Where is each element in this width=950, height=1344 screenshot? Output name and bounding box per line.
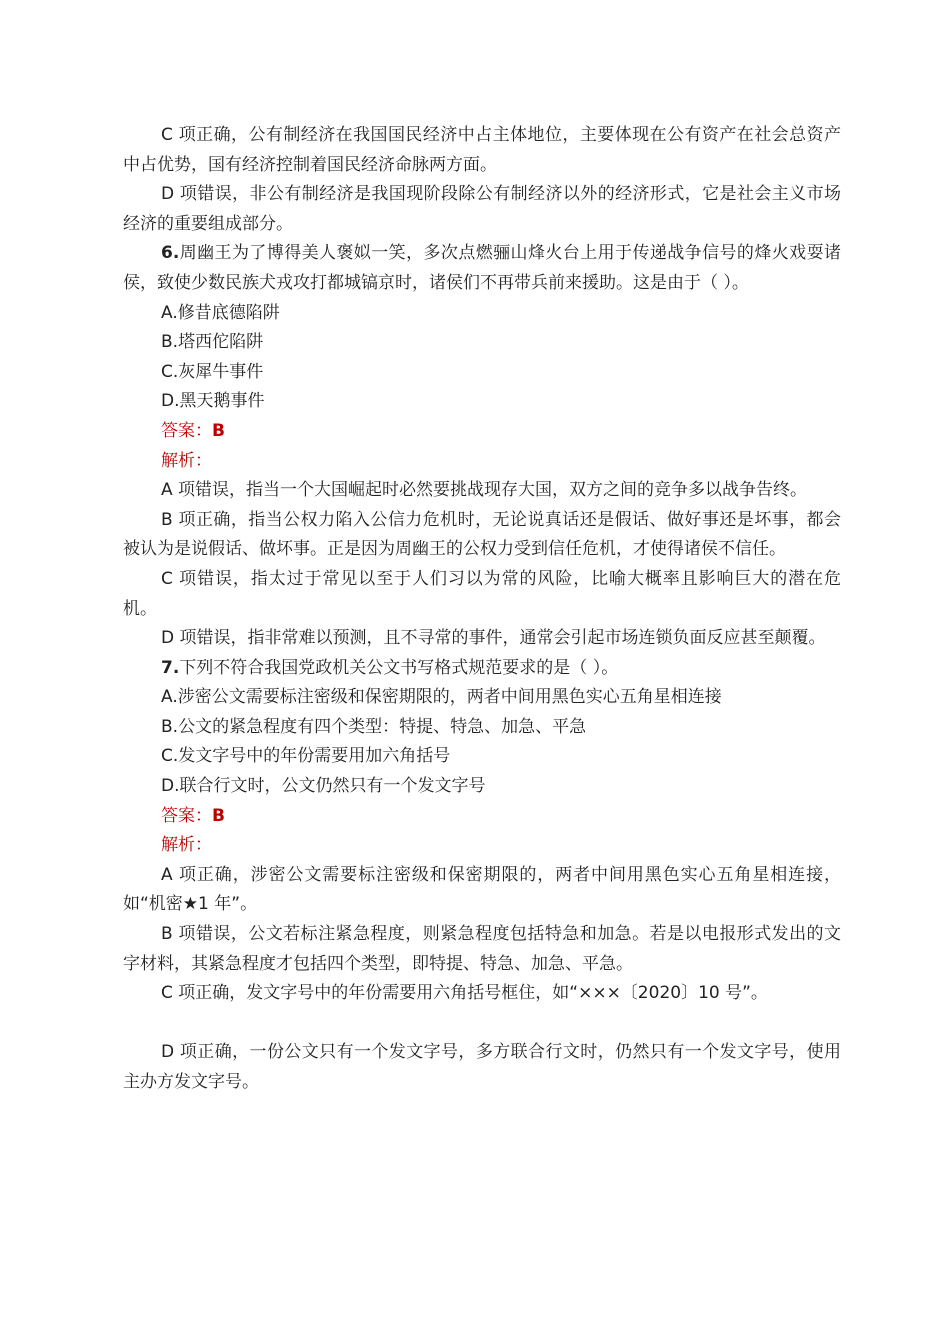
question-7-analysis-a: A 项正确，涉密公文需要标注密级和保密期限的，两者中间用黑色实心五角星相连接，如“机密★1 年”。 — [123, 864, 841, 915]
answer-value: B — [212, 805, 225, 826]
question-6-stem — [123, 239, 841, 298]
question-7-analysis-b: B 项错误，公文若标注紧急程度，则紧急程度包括特急和加急。若是以电报形式发出的文字材料，其紧急程度才包括四个类型，即特提、特急、加急、平急。 — [123, 924, 841, 974]
question-6-analysis-d: D 项错误，指非常难以预测，且不寻常的事件，通常会引起市场连锁负面反应甚至颠覆。 — [161, 628, 826, 649]
question-7-analysis-c: C 项正确，发文字号中的年份需要用六角括号框住，如“×××〔2020〕10 号”。 — [161, 983, 768, 1004]
question-6-option-c: C.灰犀牛事件 — [161, 361, 264, 382]
question-7-option-c: C.发文字号中的年份需要用加六角括号 — [161, 746, 451, 767]
question-6-option-b: B.塔西佗陷阱 — [161, 332, 264, 353]
question-7-option-d: D.联合行文时，公文仍然只有一个发文字号 — [161, 776, 486, 797]
prev-analysis-c: C 项正确，公有制经济在我国国民经济中占主体地位，主要体现在公有资产在社会总资产中占优势，国有经济控制着国民经济命脉两方面。 — [123, 125, 841, 175]
question-7-analysis-label: 解析： — [161, 835, 212, 856]
answer-label: 答案： — [161, 805, 212, 826]
question-6-option-d: D.黑天鹅事件 — [161, 391, 265, 412]
question-7-answer — [123, 802, 841, 832]
question-6-analysis-a: A 项错误，指当一个大国崛起时必然要挑战现存大国，双方之间的竞争多以战争告终。 — [161, 480, 808, 501]
question-6-analysis-b: B 项正确，指当公权力陷入公信力危机时，无论说真话还是假话、做好事还是坏事，都会被认为是说假话、做坏事。正是因为周幽王的公权力受到信任危机，才使得诸侯不信任。 — [123, 509, 841, 560]
question-7-text: 下列不符合我国党政机关公文书写格式规范要求的是（ ）。 — [179, 657, 619, 678]
answer-value: B — [212, 420, 225, 441]
question-7-analysis-d: D 项正确，一份公文只有一个发文字号，多方联合行文时，仍然只有一个发文字号，使用主办方发文字号。 — [123, 1042, 841, 1092]
question-6-analysis-label: 解析： — [161, 450, 212, 471]
question-6-answer — [123, 417, 841, 447]
question-7-option-a: A.涉密公文需要标注密级和保密期限的，两者中间用黑色实心五角星相连接 — [161, 687, 722, 708]
question-6-number: 6. — [161, 243, 180, 264]
blank-line — [123, 1009, 841, 1039]
question-6-text: 周幽王为了博得美人褒姒一笑，多次点燃骊山烽火台上用于传递战争信号的烽火戏耍诸侯，致使少数民族犬戎攻打都城镐京时，诸侯们不再带兵前来援助。这是由于（ ）。 — [123, 243, 841, 293]
answer-label: 答案： — [161, 420, 212, 441]
question-7-option-b: B.公文的紧急程度有四个类型：特提、特急、加急、平急 — [161, 716, 587, 737]
prev-analysis-d: D 项错误，非公有制经济是我国现阶段除公有制经济以外的经济形式，它是社会主义市场经济的重要组成部分。 — [123, 184, 841, 234]
question-7-stem — [123, 654, 841, 684]
question-7-number: 7. — [161, 657, 180, 678]
document-body — [123, 121, 841, 1098]
question-6-option-a: A.修昔底德陷阱 — [161, 302, 280, 323]
question-6-analysis-c: C 项错误，指太过于常见以至于人们习以为常的风险，比喻大概率且影响巨大的潜在危机。 — [123, 568, 841, 619]
